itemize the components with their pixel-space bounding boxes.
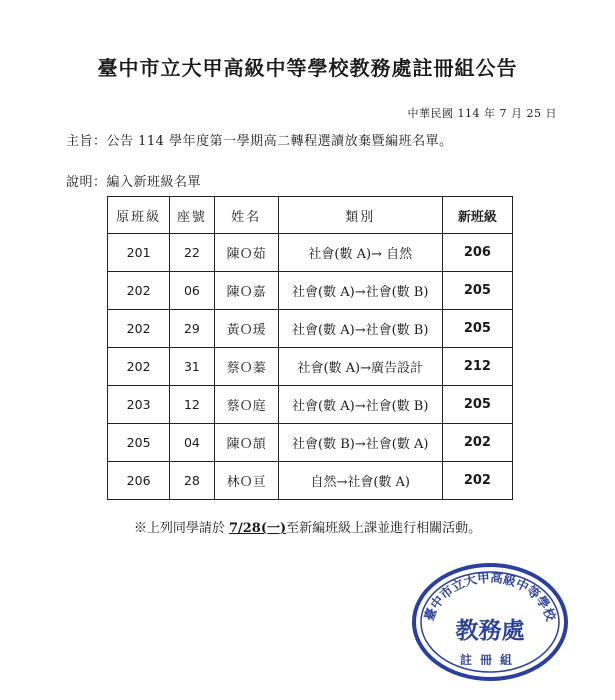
- cell-category: 社會(數 A)→社會(數 B): [278, 386, 442, 424]
- cell-student-name: 蔡Ｏ庭: [214, 386, 278, 424]
- footer-note: [0, 517, 615, 536]
- cell-new-class: 202: [442, 424, 512, 462]
- class-assignment-table: [107, 196, 513, 500]
- table-row: [108, 462, 513, 500]
- cell-category: 社會(數 A)→廣告設計: [278, 348, 442, 386]
- cell-original-class: 202: [108, 272, 170, 310]
- cell-student-name: 黃Ｏ瑗: [214, 310, 278, 348]
- table-header-row: [108, 197, 513, 234]
- cell-category: 社會(數 A)→社會(數 B): [278, 310, 442, 348]
- cell-new-class: 206: [442, 234, 512, 272]
- cell-student-name: 陳Ｏ嘉: [214, 272, 278, 310]
- notice-title: 臺中市立大甲高級中等學校教務處註冊組公告: [97, 56, 518, 80]
- cell-new-class: 202: [442, 462, 512, 500]
- cell-new-class: 212: [442, 348, 512, 386]
- cell-category: 社會(數 B)→社會(數 A): [278, 424, 442, 462]
- cell-seat-number: 29: [170, 310, 214, 348]
- cell-original-class: 201: [108, 234, 170, 272]
- table-row: [108, 386, 513, 424]
- cell-category: 社會(數 A)→ 自然: [278, 234, 442, 272]
- header-new-class: 新班級: [442, 197, 512, 234]
- cell-original-class: 205: [108, 424, 170, 462]
- cell-seat-number: 22: [170, 234, 214, 272]
- footer-prefix: ※上列同學請於: [133, 521, 229, 536]
- cell-new-class: 205: [442, 272, 512, 310]
- cell-original-class: 203: [108, 386, 170, 424]
- table-row: [108, 348, 513, 386]
- notice-note: 說明：編入新班級名單: [66, 175, 202, 190]
- notice-subject: 主旨：公告 114 學年度第一學期高二轉程選讀放棄暨編班名單。: [66, 134, 453, 149]
- table-row: [108, 424, 513, 462]
- table-row: [108, 234, 513, 272]
- notice-date: 中華民國 114 年 7 月 25 日: [407, 107, 557, 120]
- seal-bottom-text: 註冊組: [459, 653, 521, 667]
- cell-seat-number: 31: [170, 348, 214, 386]
- cell-student-name: 陳Ｏ茹: [214, 234, 278, 272]
- header-category: 類別: [278, 197, 442, 234]
- header-name: 姓名: [214, 197, 278, 234]
- cell-category: 社會(數 A)→社會(數 B): [278, 272, 442, 310]
- seal-outer-text: 臺中市立大甲高級中等學校: [421, 569, 559, 623]
- cell-student-name: 林Ｏ亘: [214, 462, 278, 500]
- cell-student-name: 陳Ｏ頡: [214, 424, 278, 462]
- cell-category: 自然→社會(數 A): [278, 462, 442, 500]
- table-row: [108, 272, 513, 310]
- footer-date-highlight: 7/28(一): [228, 521, 287, 536]
- registration-office-seal: [410, 560, 570, 682]
- seal-center-text: 教務處: [455, 617, 525, 644]
- cell-new-class: 205: [442, 386, 512, 424]
- cell-seat-number: 06: [170, 272, 214, 310]
- header-original-class: 原班級: [108, 197, 170, 234]
- cell-original-class: 202: [108, 310, 170, 348]
- cell-original-class: 206: [108, 462, 170, 500]
- cell-student-name: 蔡Ｏ蓁: [214, 348, 278, 386]
- footer-suffix: 至新編班級上課並進行相關活動。: [286, 521, 482, 536]
- cell-seat-number: 04: [170, 424, 214, 462]
- table-row: [108, 310, 513, 348]
- cell-new-class: 205: [442, 310, 512, 348]
- table-body: [108, 234, 513, 500]
- cell-seat-number: 12: [170, 386, 214, 424]
- cell-seat-number: 28: [170, 462, 214, 500]
- cell-original-class: 202: [108, 348, 170, 386]
- header-seat-number: 座號: [170, 197, 214, 234]
